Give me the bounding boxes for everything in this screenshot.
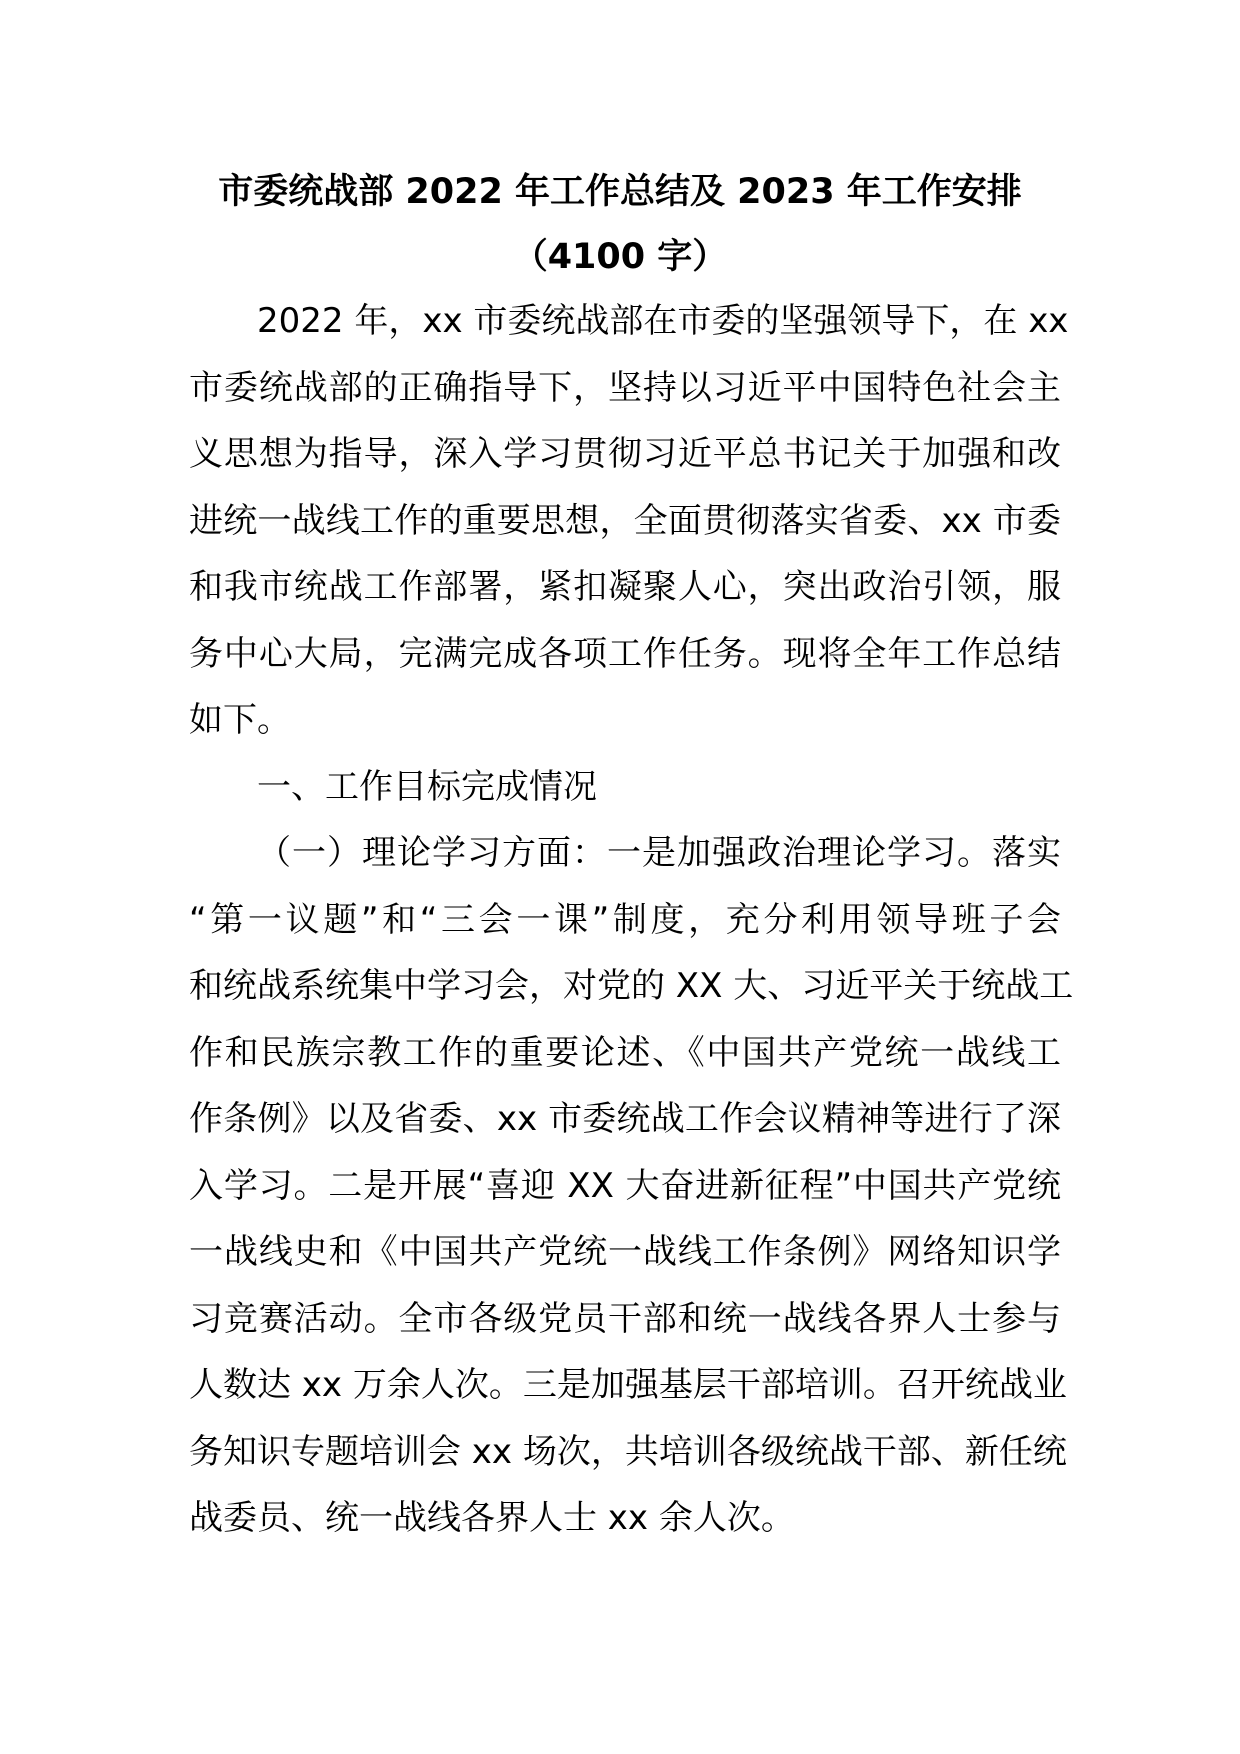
document-subtitle: （4100 字） [512,237,728,277]
text-line: 务中心大局，完满完成各项工作任务。现将全年工作总结 [189,633,1061,674]
text-line: 一战线史和《中国共产党统一战线工作条例》网络知识学 [189,1232,1061,1272]
section-heading [189,754,1061,821]
text-line: 习竞赛活动。全市各级党员干部和统一战线各界人士参与 [189,1298,1061,1339]
text-line: “第一议题”和“三会一课”制度，充分利用领导班子会 [189,899,1061,940]
text-line: 战委员、统一战线各界人士 xx 余人次。 [189,1498,795,1538]
text-line: 作和民族宗教工作的重要论述、《中国共产党统一战线工 [189,1032,1061,1073]
text-line: 作条例》以及省委、xx 市委统战工作会议精神等进行了深 [189,1099,1061,1139]
text-line: 进统一战线工作的重要思想，全面贯彻落实省委、xx 市委 [189,500,1061,541]
text-line: 如下。 [189,700,291,740]
text-line: 和统战系统集中学习会，对党的 XX 大、习近平关于统战工 [189,966,1074,1006]
paragraph [189,820,1074,1552]
text-line: 和我市统战工作部署，紧扣凝聚人心，突出政治引领，服 [189,567,1061,607]
text-line: 2022 年，xx 市委统战部在市委的坚强领导下，在 xx [257,301,1069,341]
text-line: （一）理论学习方面：一是加强政治理论学习。落实 [257,833,1061,873]
text-line: 入学习。二是开展“喜迎 XX 大奋进新征程”中国共产党统 [189,1165,1061,1206]
document-title: 市委统战部 2022 年工作总结及 2023 年工作安排 [218,172,1022,212]
text-line: 义思想为指导，深入学习贯彻习近平总书记关于加强和改 [189,434,1061,474]
paragraph [189,288,1069,754]
document-body [189,288,1074,1552]
text-line: 一、工作目标完成情况 [257,766,597,807]
text-line: 人数达 xx 万余人次。三是加强基层干部培训。召开统战业 [189,1365,1067,1405]
text-line: 务知识专题培训会 xx 场次，共培训各级统战干部、新任统 [189,1431,1067,1472]
text-line: 市委统战部的正确指导下，坚持以习近平中国特色社会主 [189,367,1061,408]
